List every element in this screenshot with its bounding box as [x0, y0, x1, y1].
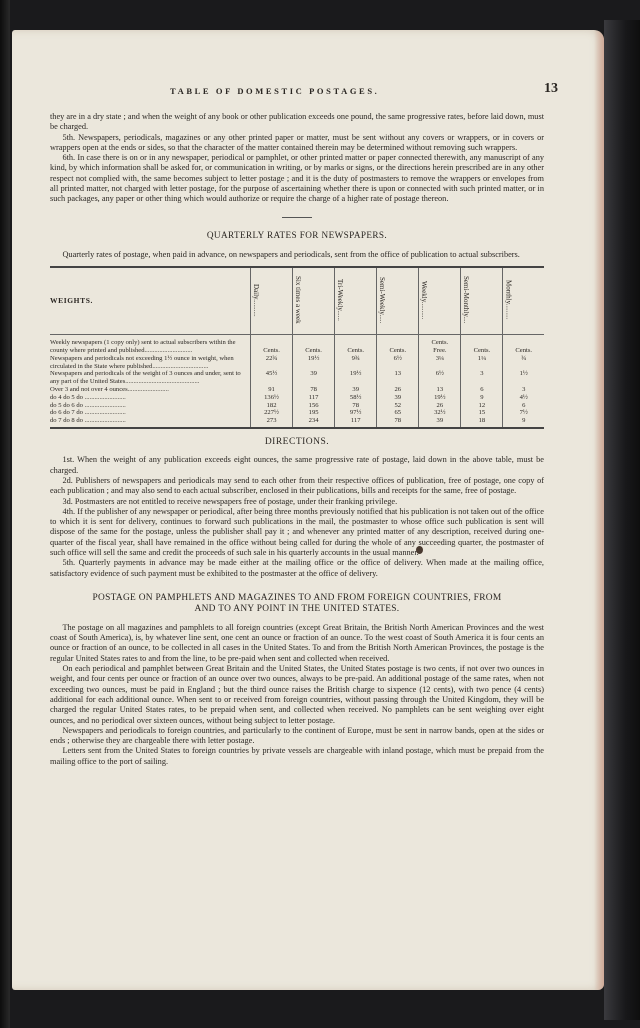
table-row [50, 370, 544, 386]
rate-cell: 195 [293, 409, 335, 417]
rate-cell: 117 [335, 417, 377, 428]
rate-cell: 19½ [335, 370, 377, 386]
table-row [50, 417, 544, 428]
table-row [50, 402, 544, 410]
rate-cell: 15 [461, 409, 503, 417]
row-weight-label: do 5 do 6 do ......................... [50, 401, 126, 409]
foreign-paragraph: The postage on all magazines and pamphlets to all foreign countries (except Great Britain, the British North American Provinces and the west coast of South America), is, by whatever line sent, one cent an ounce or fraction of an ounce. To the west coast of South America it is four cents an ounce or fraction of an ounce, to be collected in all cases in the United States. To and from the British North American Provinces, the postage is the regular United States rates to and from the line, to be pre-paid when sent and collected when received. [50, 622, 544, 663]
rate-cell: 39 [419, 417, 461, 428]
direction-item: 5th. Quarterly payments in advance may be made either at the mailing office or the office of delivery. When made at the mailing office, satisfactory evidence of such payment must be exhibited to the postmaster at the office of delivery. [50, 558, 544, 578]
table-row [50, 394, 544, 402]
rate-cell: 234 [293, 417, 335, 428]
rate-cell: 65 [377, 409, 419, 417]
rate-cell: 12 [461, 402, 503, 410]
rate-cell: 52 [377, 402, 419, 410]
direction-item: 1st. When the weight of any publication exceeds eight ounces, the same progressive rate of postage, laid down in the above table, must be charged. [50, 455, 544, 475]
table-row [50, 409, 544, 417]
intro-paragraph: 5th. Newspapers, periodicals, magazines or any other printed paper or matter, must be sent without any covers or wrappers, or in covers or wrappers open at the ends or sides, so that the character of the matter contained therein may be determined without removing such wrappers. [50, 132, 544, 152]
direction-item: 4th. If the publisher of any newspaper or periodical, after being three months previously notified that his publication is not taken out of the office to which it is sent for delivery, continues to forward such publications in the mail, the postmaster to whose office such publication is sent will dispose of the same for the postage, unless the publisher shall pay it ; and whenever any printed matter of any description, received during one-quarter of the fiscal year, shall have remained in the office without being called for during the whole of any succeeding quarter, the postmaster of such office will sell the same and credit the proceeds of such sale in his quarterly accounts in the usual manner. [50, 506, 544, 557]
row-weight-label: do 7 do 8 do ......................... [50, 417, 126, 425]
rate-cell: 91 [251, 386, 293, 394]
weights-header: WEIGHTS. [50, 267, 251, 335]
rate-cell: 136½ [251, 394, 293, 402]
rate-cell: 9 [503, 417, 544, 428]
rate-cell: 78 [335, 402, 377, 410]
direction-item: 2d. Publishers of newspapers and periodicals may send to each other from their respective offices of publication, free of postage, one copy of each publication ; and may also send to each actual subscriber, enclosed in their publications, bills and receipts for the same, free of postage. [50, 475, 544, 496]
rate-cell: 39 [293, 370, 335, 386]
rate-cell: 45½ [251, 370, 293, 386]
rate-cell: Cents. [293, 335, 335, 355]
rates-table-header [50, 267, 544, 335]
rate-cell: 26 [419, 402, 461, 410]
rate-cell: 13 [377, 370, 419, 386]
rate-cell: 32½ [419, 409, 461, 417]
intro-paragraph: 6th. In case there is on or in any newspaper, periodical or pamphlet, or other printed matter or paper connected therewith, any manuscript of any kind, by which information shall be asked for, or communication in writing, or by marks or signs, or the directions herein prescribed are in any other respect not complied with, the same becomes subject to letter postage ; and it is the duty of postmasters to remove the wrappers or envelopes from all printed matter, not charged with letter postage, for the purpose of ascertaining whether there is upon or connected with such printed matter, or in such packages, any paper or other thing which would authorize or require the charge of a higher rate of postage thereon. [50, 153, 544, 204]
rate-cell: 9 [461, 394, 503, 402]
rate-cell: Cents. [377, 335, 419, 355]
page-header [42, 81, 558, 100]
intro-paragraph: they are in a dry state ; and when the weight of any book or other publication exceeds one pound, the same progressive rates, before laid down, must be charged. [50, 112, 544, 132]
direction-item: 3d. Postmasters are not entitled to receive newspapers free of postage, under their franking privilege. [62, 496, 398, 506]
column-header: Semi-Weekly..... [377, 267, 419, 335]
rate-cell: 227½ [251, 409, 293, 417]
book-cover-edge [604, 20, 640, 1020]
rate-cell: 1¼ [461, 355, 503, 371]
column-header: Daily.......... [251, 267, 293, 335]
rate-cell: 6½ [377, 355, 419, 371]
rate-cell: Cents. Free. [419, 335, 461, 355]
rate-cell: 273 [251, 417, 293, 428]
column-header: Weekly.......... [419, 267, 461, 335]
section-divider [282, 217, 312, 218]
rate-cell: 18 [461, 417, 503, 428]
running-title: TABLE OF DOMESTIC POSTAGES. [170, 86, 380, 96]
column-header: Six times a week [293, 267, 335, 335]
page-number: 13 [544, 81, 558, 96]
page-edge-stain [594, 30, 604, 990]
rate-cell: 6 [461, 386, 503, 394]
rates-table [50, 266, 544, 429]
rate-cell: 78 [293, 386, 335, 394]
rate-cell: 3 [503, 386, 544, 394]
rate-cell: 39 [335, 386, 377, 394]
rate-cell: 182 [251, 402, 293, 410]
rate-cell: 9¾ [335, 355, 377, 371]
rate-cell: 117 [293, 394, 335, 402]
quarterly-rates-intro: Quarterly rates of postage, when paid in advance, on newspapers and periodicals, sent from the office of publication to actual subscribers. [62, 249, 520, 259]
rate-cell: 156 [293, 402, 335, 410]
foreign-title-line: POSTAGE ON PAMPHLETS AND MAGAZINES TO AND FROM FOREIGN COUNTRIES, FROM [92, 592, 502, 603]
rate-cell: ¾ [503, 355, 544, 371]
table-row [50, 335, 544, 355]
rate-cell: 6 [503, 402, 544, 410]
rate-cell: Cents. [461, 335, 503, 355]
column-header: Monthly......... [503, 267, 544, 335]
rate-cell: 78 [377, 417, 419, 428]
column-header: Tri-Weekly...... [335, 267, 377, 335]
rate-cell: 3¼ [419, 355, 461, 371]
directions-title: DIRECTIONS. [264, 437, 330, 448]
foreign-paragraph: On each periodical and pamphlet between Great Britain and the United States, the United States postage is two cents, if not over two ounces in weight, and four cents per ounce or fraction of an ounce over two ounces, always to be pre-paid. An additional postage of the same rates, when not exceeding two ounces, must be paid in England ; but the third ounce raises the British charge to sixpence (12 cents), with two pence (4 cents) additional for each additional ounce. When sent to or received from foreign countries, without passing through the United Kingdom, they will be charged the regular United States rates, to be prepaid when sent, and collected when received. No pamphlets can be sent weighing over eight ounces, and no periodical over sixteen ounces, without being subject to letter postage. [50, 664, 544, 725]
column-header: Semi-Monthly.... [461, 267, 503, 335]
foreign-paragraph: Newspapers and periodicals to foreign countries, and particularly to the continent of Europe, must be sent in narrow bands, open at the sides or ends ; otherwise they are chargeable there with letter postage. [50, 725, 544, 746]
rate-cell: 22¾ [251, 355, 293, 371]
page-content [50, 112, 544, 767]
rate-cell: 13 [419, 386, 461, 394]
row-weight-label: Over 3 and not over 4 ounces......................... [50, 386, 169, 394]
rate-cell: 19½ [419, 394, 461, 402]
row-weight-label: Newspapers and periodicals of the weight of 3 ounces and under, sent to any part of the United States............................................. [50, 370, 241, 386]
rate-cell: 7½ [503, 409, 544, 417]
rate-cell: 58½ [335, 394, 377, 402]
row-weight-label: do 6 do 7 do ......................... [50, 409, 126, 417]
rate-cell: Cents. [503, 335, 544, 355]
rate-cell: Cents. [251, 335, 293, 355]
table-row [50, 355, 544, 371]
row-weight-label: Newspapers and periodicals not exceeding 1½ ounce in weight, when circulated in the State where published.................................. [50, 354, 234, 370]
rate-cell: 4½ [503, 394, 544, 402]
quarterly-rates-title: QUARTERLY RATES FOR NEWSPAPERS. [206, 229, 388, 240]
foreign-title-line: AND TO ANY POINT IN THE UNITED STATES. [194, 603, 400, 614]
rate-cell: 97½ [335, 409, 377, 417]
foreign-paragraph: Letters sent from the United States to foreign countries by private vessels are chargeable with inland postage, which must be prepaid from the mailing office to the port of sailing. [50, 746, 544, 766]
foreign-postage-title [50, 593, 544, 615]
rate-cell: 26 [377, 386, 419, 394]
rate-cell: 1½ [503, 370, 544, 386]
rate-cell: 6½ [419, 370, 461, 386]
row-weight-label: Weekly newspapers (1 copy only) sent to actual subscribers within the county where printed and published............................. [50, 339, 236, 355]
rate-cell: 3 [461, 370, 503, 386]
row-weight-label: do 4 do 5 do ......................... [50, 393, 126, 401]
table-row [50, 386, 544, 394]
rate-cell: Cents. [335, 335, 377, 355]
book-page [12, 30, 604, 990]
rate-cell: 39 [377, 394, 419, 402]
book-spine [0, 0, 10, 1028]
rate-cell: 19½ [293, 355, 335, 371]
